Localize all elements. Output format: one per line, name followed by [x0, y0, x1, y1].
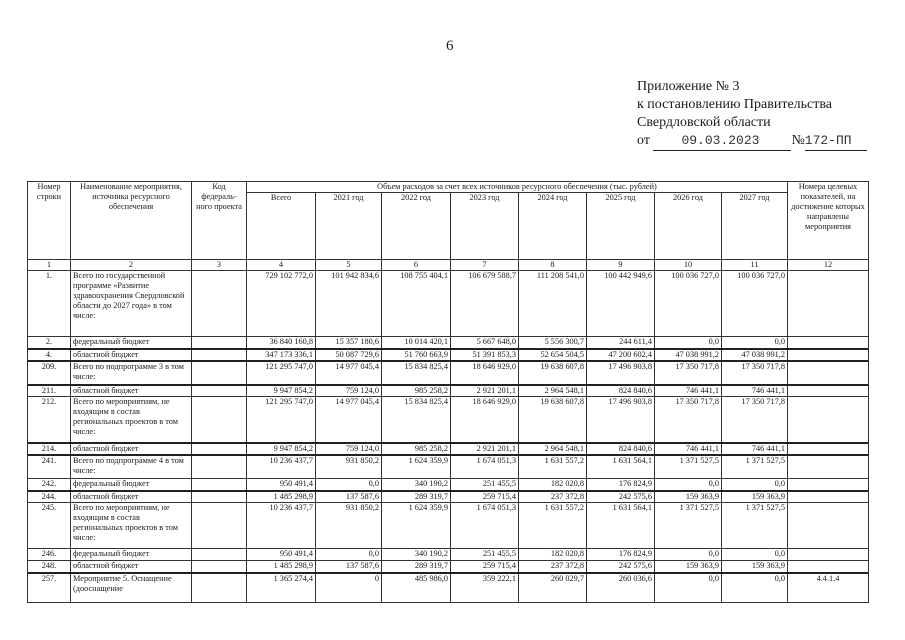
column-number-cell: 7: [451, 260, 519, 271]
table-cell: 101 942 834,6: [316, 271, 382, 337]
table-cell: 10 014 420,1: [382, 337, 451, 349]
table-cell: 159 363,9: [655, 491, 722, 503]
table-cell: 47 038 991,2: [722, 349, 788, 361]
table-cell: 182 020,8: [519, 479, 587, 491]
table-cell: 176 824,9: [587, 479, 655, 491]
table-cell: 4.4.1.4: [788, 573, 869, 603]
table-cell: 289 319,7: [382, 491, 451, 503]
table-cell: 1 624 359,9: [382, 455, 451, 479]
row-number-cell: 245.: [28, 503, 71, 549]
row-number-cell: 248.: [28, 561, 71, 573]
row-number-cell: 1.: [28, 271, 71, 337]
table-cell: 108 755 404,1: [382, 271, 451, 337]
table-row: [28, 561, 869, 573]
table-cell: 0,0: [722, 479, 788, 491]
table-cell: 17 496 903,8: [587, 397, 655, 443]
table-cell: 106 679 588,7: [451, 271, 519, 337]
table-cell: 260 036,6: [587, 573, 655, 603]
table-cell: 289 319,7: [382, 561, 451, 573]
table-row: [28, 549, 869, 561]
table-row: [28, 385, 869, 397]
row-number-cell: 246.: [28, 549, 71, 561]
table-cell: 931 850,2: [316, 503, 382, 549]
table-cell: 985 258,2: [382, 443, 451, 455]
header-2023: 2023 год: [451, 193, 519, 260]
table-cell: [788, 271, 869, 337]
table-cell: 182 020,8: [519, 549, 587, 561]
table-cell: 729 102 772,0: [247, 271, 316, 337]
table-cell: 17 350 717,8: [655, 397, 722, 443]
table-cell: [788, 455, 869, 479]
table-cell: 259 715,4: [451, 491, 519, 503]
table-cell: 0,0: [655, 573, 722, 603]
row-name-cell: областной бюджет: [71, 349, 192, 361]
table-cell: [192, 503, 247, 549]
table-row: [28, 337, 869, 349]
table-cell: 121 295 747,0: [247, 397, 316, 443]
row-number-cell: 4.: [28, 349, 71, 361]
table-cell: [192, 573, 247, 603]
table-cell: 244 611,4: [587, 337, 655, 349]
table-cell: 359 222,1: [451, 573, 519, 603]
table-cell: 137 587,6: [316, 561, 382, 573]
table-cell: 251 455,5: [451, 549, 519, 561]
column-number-cell: 6: [382, 260, 451, 271]
row-number-cell: 242.: [28, 479, 71, 491]
column-number-cell: 4: [247, 260, 316, 271]
column-number-cell: 3: [192, 260, 247, 271]
table-cell: 176 824,9: [587, 549, 655, 561]
table-cell: [192, 271, 247, 337]
row-name-cell: Всего по подпрограмме 4 в том числе:: [71, 455, 192, 479]
table-cell: 1 371 527,5: [655, 455, 722, 479]
table-cell: 159 363,9: [655, 561, 722, 573]
table-cell: [192, 479, 247, 491]
number-field: [805, 132, 867, 151]
table-cell: 759 124,0: [316, 443, 382, 455]
table-cell: [788, 561, 869, 573]
row-name-cell: Всего по подпрограмме 3 в том числе:: [71, 361, 192, 385]
table-cell: 340 190,2: [382, 479, 451, 491]
table-cell: [788, 397, 869, 443]
table-cell: [788, 491, 869, 503]
table-cell: [788, 503, 869, 549]
table-cell: 985 258,2: [382, 385, 451, 397]
table-cell: 1 631 557,2: [519, 455, 587, 479]
budget-table: [27, 181, 869, 603]
column-number-cell: 12: [788, 260, 869, 271]
table-row: [28, 491, 869, 503]
row-name-cell: Всего по государственной программе «Развитие здравоохранения Свердловской области до 2027 года» в том числе:: [71, 271, 192, 337]
table-cell: 5 556 300,7: [519, 337, 587, 349]
table-cell: 746 441,1: [655, 443, 722, 455]
table-cell: 52 654 504,5: [519, 349, 587, 361]
table-row: [28, 479, 869, 491]
table-cell: 746 441,1: [722, 385, 788, 397]
table-cell: 159 363,9: [722, 561, 788, 573]
table-cell: 1 674 051,3: [451, 455, 519, 479]
table-cell: 242 575,6: [587, 491, 655, 503]
table-cell: 340 190,2: [382, 549, 451, 561]
table-row: [28, 397, 869, 443]
row-name-cell: областной бюджет: [71, 491, 192, 503]
table-cell: 242 575,6: [587, 561, 655, 573]
table-cell: 1 631 564,1: [587, 455, 655, 479]
table-cell: 347 173 336,1: [247, 349, 316, 361]
header-volume: Объем расходов за счет всех источников ресурсного обеспечения (тыс. рублей): [247, 182, 788, 193]
table-cell: 0,0: [316, 479, 382, 491]
table-cell: 1 674 051,3: [451, 503, 519, 549]
column-number-cell: 2: [71, 260, 192, 271]
table-cell: [788, 549, 869, 561]
table-row: [28, 349, 869, 361]
table-cell: 15 357 180,6: [316, 337, 382, 349]
table-cell: 1 371 527,5: [722, 503, 788, 549]
table-cell: 111 208 541,0: [519, 271, 587, 337]
column-number-cell: 10: [655, 260, 722, 271]
number-prefix: №: [791, 133, 805, 148]
appendix-date-line: [637, 132, 867, 151]
header-2025: 2025 год: [587, 193, 655, 260]
table-cell: 0,0: [655, 337, 722, 349]
table-cell: 237 372,8: [519, 491, 587, 503]
header-2022: 2022 год: [382, 193, 451, 260]
table-cell: [192, 385, 247, 397]
table-row: [28, 443, 869, 455]
table-cell: 260 029,7: [519, 573, 587, 603]
table-row: [28, 503, 869, 549]
table-cell: 0,0: [655, 549, 722, 561]
table-cell: [192, 491, 247, 503]
table-cell: 1 631 557,2: [519, 503, 587, 549]
row-name-cell: федеральный бюджет: [71, 549, 192, 561]
row-number-cell: 244.: [28, 491, 71, 503]
row-number-cell: 211.: [28, 385, 71, 397]
row-name-cell: областной бюджет: [71, 443, 192, 455]
table-cell: 47 038 991,2: [655, 349, 722, 361]
table-cell: 5 667 648,0: [451, 337, 519, 349]
table-cell: 14 977 045,4: [316, 361, 382, 385]
header-2027: 2027 год: [722, 193, 788, 260]
table-cell: 759 124,0: [316, 385, 382, 397]
table-cell: 485 986,0: [382, 573, 451, 603]
column-number-cell: 5: [316, 260, 382, 271]
appendix-title: Приложение № 3: [637, 79, 740, 94]
table-cell: 251 455,5: [451, 479, 519, 491]
table-cell: 19 638 607,8: [519, 361, 587, 385]
table-cell: 2 964 548,1: [519, 443, 587, 455]
table-cell: [192, 337, 247, 349]
table-row: [28, 271, 869, 337]
table-cell: 51 760 663,9: [382, 349, 451, 361]
table-cell: [192, 455, 247, 479]
table-cell: 746 441,1: [722, 443, 788, 455]
row-name-cell: Всего по мероприятиям, не входящим в состав региональных проектов в том числе:: [71, 397, 192, 443]
table-cell: 1 371 527,5: [722, 455, 788, 479]
table-cell: 2 921 201,1: [451, 443, 519, 455]
table-cell: 824 840,6: [587, 443, 655, 455]
table-cell: 15 834 825,4: [382, 397, 451, 443]
table-cell: 746 441,1: [655, 385, 722, 397]
table-cell: 100 442 949,6: [587, 271, 655, 337]
table-cell: [192, 561, 247, 573]
table-cell: 824 840,6: [587, 385, 655, 397]
date-field: [653, 132, 791, 151]
table-cell: [788, 361, 869, 385]
table-cell: 0: [316, 573, 382, 603]
row-number-cell: 257.: [28, 573, 71, 603]
table-cell: [192, 549, 247, 561]
row-name-cell: областной бюджет: [71, 385, 192, 397]
table-cell: 159 363,9: [722, 491, 788, 503]
row-name-cell: Всего по мероприятиям, не входящим в состав региональных проектов в том числе:: [71, 503, 192, 549]
table-row: [28, 361, 869, 385]
table-cell: 121 295 747,0: [247, 361, 316, 385]
table-cell: 100 036 727,0: [722, 271, 788, 337]
row-number-cell: 2.: [28, 337, 71, 349]
table-cell: 1 365 274,4: [247, 573, 316, 603]
appendix-line-2: к постановлению Правительства: [637, 97, 833, 112]
table-cell: 15 834 825,4: [382, 361, 451, 385]
table-cell: 17 350 717,8: [655, 361, 722, 385]
table-cell: 17 350 717,8: [722, 397, 788, 443]
table-cell: 10 236 437,7: [247, 455, 316, 479]
table-cell: 0,0: [722, 337, 788, 349]
table-cell: [192, 397, 247, 443]
table-cell: 2 964 548,1: [519, 385, 587, 397]
table-cell: 10 236 437,7: [247, 503, 316, 549]
row-number-cell: 214.: [28, 443, 71, 455]
table-cell: 19 638 607,8: [519, 397, 587, 443]
table-cell: [192, 361, 247, 385]
table-cell: 0,0: [316, 549, 382, 561]
table-cell: 0,0: [655, 479, 722, 491]
table-cell: 950 491,4: [247, 479, 316, 491]
table-cell: 1 485 298,9: [247, 561, 316, 573]
table-cell: 237 372,8: [519, 561, 587, 573]
appendix-line-3: Свердловской области: [637, 115, 771, 130]
header-2024: 2024 год: [519, 193, 587, 260]
table-row: [28, 455, 869, 479]
table-cell: 36 840 160,8: [247, 337, 316, 349]
column-number-cell: 1: [28, 260, 71, 271]
table-cell: 100 036 727,0: [655, 271, 722, 337]
table-cell: 1 631 564,1: [587, 503, 655, 549]
header-targets: Номера целевых показателей, на достижение которых направлены мероприятия: [788, 182, 869, 260]
table-cell: [788, 385, 869, 397]
row-name-cell: федеральный бюджет: [71, 337, 192, 349]
table-cell: [788, 337, 869, 349]
table-cell: 1 371 527,5: [655, 503, 722, 549]
table-cell: 1 485 298,9: [247, 491, 316, 503]
table-cell: 47 200 602,4: [587, 349, 655, 361]
table-cell: 51 391 853,3: [451, 349, 519, 361]
header-total: Всего: [247, 193, 316, 260]
row-name-cell: федеральный бюджет: [71, 479, 192, 491]
table-cell: 0,0: [722, 549, 788, 561]
header-code: Код федераль-ного проекта: [192, 182, 247, 260]
table-cell: 50 087 729,6: [316, 349, 382, 361]
column-number-cell: 11: [722, 260, 788, 271]
table-cell: 950 491,4: [247, 549, 316, 561]
number-value: 172-ПП: [804, 133, 852, 148]
column-number-cell: 9: [587, 260, 655, 271]
row-name-cell: Мероприятие 5. Оснащение (дооснащение: [71, 573, 192, 603]
table-row: [28, 573, 869, 603]
table-cell: 137 587,6: [316, 491, 382, 503]
table-cell: 18 646 929,0: [451, 361, 519, 385]
header-name: Наименование мероприятия, источника ресурсного обеспечения: [71, 182, 192, 260]
table-cell: 17 350 717,8: [722, 361, 788, 385]
date-prefix: от: [637, 133, 650, 148]
header-2021: 2021 год: [316, 193, 382, 260]
table-cell: 9 947 854,2: [247, 385, 316, 397]
table-cell: [192, 349, 247, 361]
table-cell: [192, 443, 247, 455]
table-cell: 9 947 854,2: [247, 443, 316, 455]
table-cell: 17 496 903,8: [587, 361, 655, 385]
header-2026: 2026 год: [655, 193, 722, 260]
appendix-block: [637, 78, 867, 151]
table-cell: 18 646 929,0: [451, 397, 519, 443]
table-cell: 1 624 359,9: [382, 503, 451, 549]
row-number-cell: 241.: [28, 455, 71, 479]
table-cell: [788, 349, 869, 361]
table-cell: [788, 479, 869, 491]
row-number-cell: 209.: [28, 361, 71, 385]
column-number-cell: 8: [519, 260, 587, 271]
column-numbers-row: [28, 260, 869, 271]
table-cell: 259 715,4: [451, 561, 519, 573]
table-cell: 931 850,2: [316, 455, 382, 479]
row-name-cell: областной бюджет: [71, 561, 192, 573]
table-cell: [788, 443, 869, 455]
date-value: 09.03.2023: [681, 133, 760, 148]
table-cell: 14 977 045,4: [316, 397, 382, 443]
row-number-cell: 212.: [28, 397, 71, 443]
table-cell: 0,0: [722, 573, 788, 603]
table-cell: 2 921 201,1: [451, 385, 519, 397]
page-number: 6: [446, 38, 454, 54]
header-row-number: Номер строки: [28, 182, 71, 260]
